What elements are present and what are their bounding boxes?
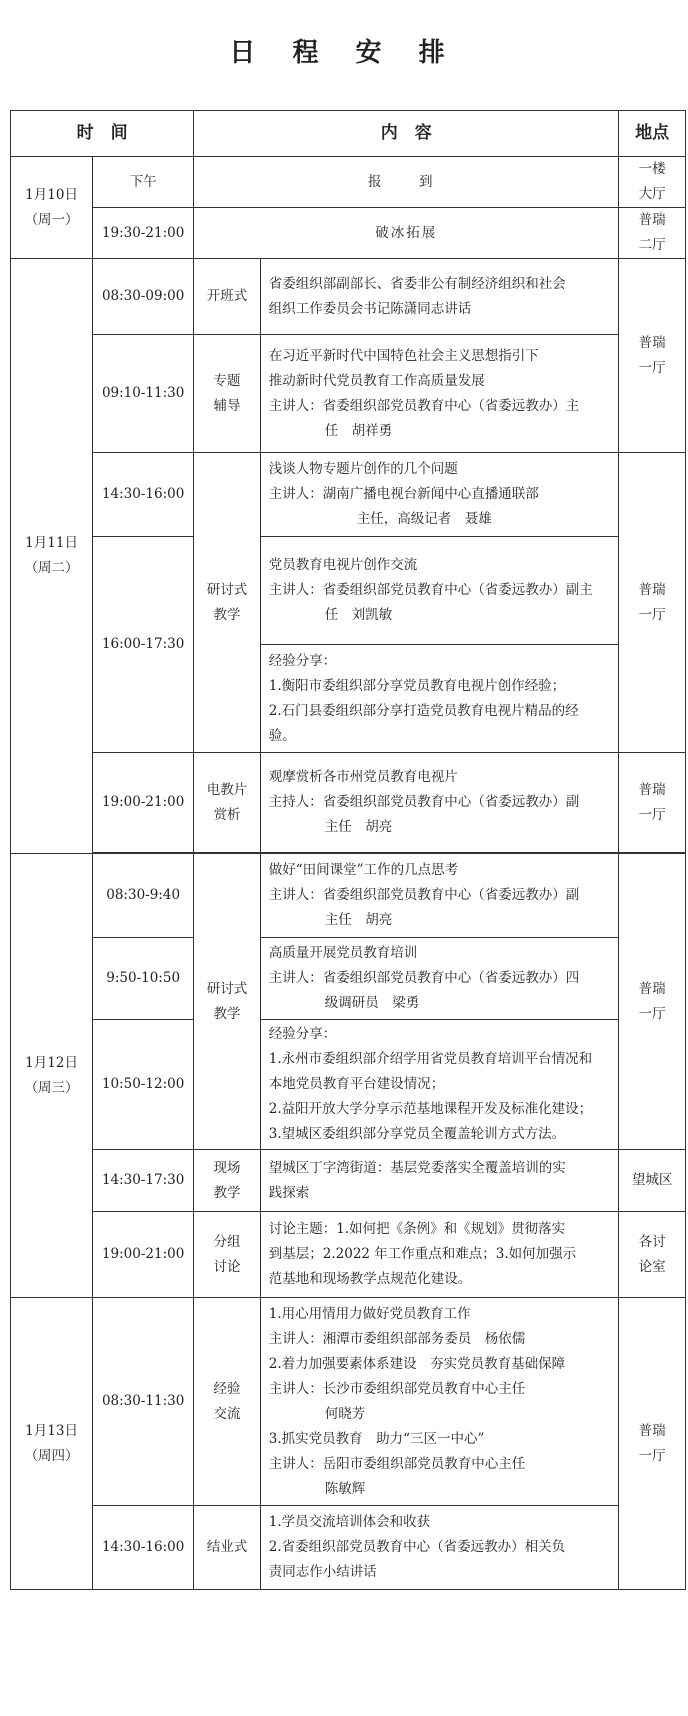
content-line: 省委组织部副部长、省委非公有制经济组织和社会 <box>268 275 566 292</box>
session-type-cell <box>194 1150 261 1212</box>
content-line: 主讲人：湘潭市委组织部部务委员 杨依儒 <box>268 1330 526 1347</box>
location-line: 一厅 <box>638 606 666 623</box>
header-location: 地点 <box>619 111 686 157</box>
table-row <box>11 1020 686 1150</box>
content-cell <box>260 259 619 335</box>
content-line: 验。 <box>268 727 296 744</box>
content-line: 3.抓实党员教育 助力“三区一中心” <box>268 1430 485 1447</box>
date-label: 1月13日 <box>25 1422 78 1439</box>
content-line: 2.省委组织部党员教育中心（省委远教办）相关负 <box>268 1539 566 1555</box>
weekday-label: （周一） <box>24 211 79 228</box>
header-row <box>11 111 686 157</box>
session-type-line: 教学 <box>213 606 241 623</box>
content-line: 高质量开展党员教育培训 <box>268 945 418 961</box>
time-cell: 10:50-12:00 <box>93 1020 194 1150</box>
location-line: 普瑞 <box>638 334 666 351</box>
date-label: 1月12日 <box>25 1054 78 1071</box>
location-cell <box>619 854 686 1150</box>
content-line: 到基层；2.2022 年工作重点和难点；3.如何加强示 <box>268 1246 577 1262</box>
time-cell: 14:30-17:30 <box>93 1150 194 1212</box>
table-row <box>11 854 686 938</box>
location-line: 普瑞 <box>638 781 666 798</box>
time-cell: 14:30-16:00 <box>93 1506 194 1590</box>
time-cell: 19:30-21:00 <box>93 208 194 259</box>
content-cell <box>260 645 619 753</box>
time-cell: 08:30-11:30 <box>93 1298 194 1506</box>
content-line: 2.石门县委组织部分享打造党员教育电视片精品的经 <box>268 702 579 719</box>
content-cell: 破冰拓展 <box>194 208 619 259</box>
session-type-line: 辅导 <box>213 397 241 414</box>
content-line: 主讲人：省委组织部党员教育中心（省委远教办）四 <box>268 970 580 986</box>
date-cell <box>11 854 93 1298</box>
session-type-line: 教学 <box>213 1005 241 1022</box>
table-row <box>11 1150 686 1212</box>
session-type-line: 分组 <box>213 1233 241 1250</box>
content-line: 主任 胡亮 <box>324 912 393 928</box>
time-cell: 19:00-21:00 <box>93 1212 194 1298</box>
session-type-line: 电教片 <box>206 781 248 798</box>
content-line: 1.永州市委组织部介绍学用省党员教育培训平台情况和 <box>268 1051 593 1067</box>
location-line: 各讨 <box>638 1233 666 1250</box>
weekday-label: （周三） <box>24 1079 79 1096</box>
content-cell <box>260 1506 619 1590</box>
table-row <box>11 208 686 259</box>
content-line: 主讲人：岳阳市委组织部党员教育中心主任 <box>268 1455 526 1472</box>
date-cell <box>11 1298 93 1590</box>
content-cell <box>260 938 619 1020</box>
content-line: 任 胡祥勇 <box>324 422 393 439</box>
date-cell <box>11 259 93 854</box>
session-type-line: 现场 <box>213 1159 241 1176</box>
table-row <box>11 1506 686 1590</box>
content-line: 主讲人：长沙市委组织部党员教育中心主任 <box>268 1380 526 1397</box>
session-type-cell <box>194 753 261 853</box>
content-line: 级调研员 梁勇 <box>324 995 420 1011</box>
session-type-line: 赏析 <box>213 806 241 823</box>
content-line: 在习近平新时代中国特色社会主义思想指引下 <box>268 347 539 364</box>
content-line: 浅谈人物专题片创作的几个问题 <box>268 461 458 477</box>
content-line: 主任 胡亮 <box>324 819 393 835</box>
page-title: 日 程 安 排 <box>229 38 459 68</box>
session-type-cell <box>194 453 261 753</box>
content-line: 践探索 <box>268 1184 310 1201</box>
session-type-line: 研讨式 <box>206 581 248 598</box>
date-label: 1月11日 <box>25 535 78 551</box>
content-line: 1.衡阳市委组织部分享党员教育电视片创作经验； <box>268 677 566 694</box>
time-cell: 14:30-16:00 <box>93 453 194 537</box>
content-cell <box>260 1150 619 1212</box>
location-line: 普瑞 <box>638 212 666 228</box>
content-line: 党员教育电视片创作交流 <box>268 557 418 573</box>
location-line: 一楼 <box>638 161 666 177</box>
session-type-cell <box>194 1212 261 1298</box>
table-row <box>11 335 686 453</box>
location-line: 一厅 <box>638 1005 666 1022</box>
table-row <box>11 938 686 1020</box>
content-line: 何晓芳 <box>324 1405 366 1422</box>
session-type-line: 讨论 <box>213 1258 241 1275</box>
content-line: 本地党员教育平台建设情况； <box>268 1076 445 1092</box>
content-line: 主讲人：省委组织部党员教育中心（省委远教办）主 <box>268 397 580 414</box>
content-line: 责同志作小结讲话 <box>268 1564 377 1580</box>
session-type-line: 教学 <box>213 1184 241 1201</box>
content-cell <box>260 335 619 453</box>
session-type-cell <box>194 335 261 453</box>
table-row <box>11 753 686 853</box>
content-line: 望城区丁字湾街道：基层党委落实全覆盖培训的实 <box>268 1159 566 1176</box>
time-cell: 19:00-21:00 <box>93 753 194 853</box>
content-cell <box>260 1298 619 1506</box>
table-row <box>11 1212 686 1298</box>
header-content: 内 容 <box>194 111 619 157</box>
table-row <box>11 259 686 335</box>
session-type-cell <box>194 1298 261 1506</box>
content-line: 主讲人：省委组织部党员教育中心（省委远教办）副 <box>268 887 580 903</box>
location-line: 普瑞 <box>638 980 666 997</box>
location-cell <box>619 259 686 453</box>
time-cell: 08:30-9:40 <box>93 854 194 938</box>
content-line: 2.着力加强要素体系建设 夯实党员教育基础保障 <box>268 1355 566 1372</box>
location-cell <box>619 753 686 853</box>
time-cell: 9:50-10:50 <box>93 938 194 1020</box>
date-label: 1月10日 <box>25 186 78 203</box>
content-cell <box>260 854 619 938</box>
location-cell <box>619 1298 686 1590</box>
location-cell <box>619 1212 686 1298</box>
time-cell: 16:00-17:30 <box>93 537 194 753</box>
session-type-cell <box>194 854 261 1150</box>
location-line: 二厅 <box>638 237 666 253</box>
location-line: 大厅 <box>638 186 666 202</box>
table-row <box>11 157 686 208</box>
table-row <box>11 537 686 645</box>
location-cell <box>619 453 686 753</box>
content-cell <box>260 1212 619 1298</box>
date-cell <box>11 157 93 259</box>
session-type-line: 研讨式 <box>206 980 248 997</box>
content-line: 范基地和现场教学点规范化建设。 <box>268 1271 472 1287</box>
content-line: 1.学员交流培训体会和收获 <box>268 1514 431 1530</box>
session-type-line: 交流 <box>213 1405 241 1422</box>
weekday-label: （周二） <box>24 560 79 576</box>
table-row <box>11 453 686 537</box>
location-line: 论室 <box>638 1258 666 1275</box>
time-cell: 08:30-09:00 <box>93 259 194 335</box>
content-cell <box>260 537 619 645</box>
content-line: 主讲人：湖南广播电视台新闻中心直播通联部 <box>268 486 539 502</box>
location-line: 普瑞 <box>638 1422 666 1439</box>
location-cell <box>619 157 686 208</box>
content-line: 做好“田间课堂”工作的几点思考 <box>268 862 459 878</box>
location-line: 普瑞 <box>638 581 666 598</box>
schedule-table <box>10 110 686 1590</box>
location-line: 一厅 <box>638 1447 666 1464</box>
content-line: 讨论主题：1.如何把《条例》和《规划》贯彻落实 <box>268 1221 566 1237</box>
content-cell <box>260 1020 619 1150</box>
content-line: 任 刘凯敏 <box>324 607 393 623</box>
content-line: 经验分享： <box>268 652 337 669</box>
content-line: 主讲人：省委组织部党员教育中心（省委远教办）副主 <box>268 582 593 598</box>
location-line: 一厅 <box>638 359 666 376</box>
location-cell: 望城区 <box>619 1150 686 1212</box>
session-type-cell: 开班式 <box>194 259 261 335</box>
session-type-line: 专题 <box>213 372 241 389</box>
content-cell <box>260 753 619 853</box>
content-line: 陈敏辉 <box>324 1480 366 1497</box>
session-type-cell: 结业式 <box>194 1506 261 1590</box>
content-line: 推动新时代党员教育工作高质量发展 <box>268 372 485 389</box>
location-line: 一厅 <box>638 806 666 823</box>
table-row <box>11 1298 686 1506</box>
weekday-label: （周四） <box>24 1447 79 1464</box>
session-type-line: 经验 <box>213 1380 241 1397</box>
content-line: 3.望城区委组织部分享党员全覆盖轮训方式方法。 <box>268 1126 566 1142</box>
content-line: 观摩赏析各市州党员教育电视片 <box>268 769 458 785</box>
content-cell <box>260 453 619 537</box>
time-cell: 09:10-11:30 <box>93 335 194 453</box>
location-cell <box>619 208 686 259</box>
content-cell: 报 到 <box>194 157 619 208</box>
content-line: 1.用心用情用力做好党员教育工作 <box>268 1305 471 1322</box>
time-cell: 下午 <box>93 157 194 208</box>
header-time: 时 间 <box>11 111 194 157</box>
content-line: 经验分享： <box>268 1026 337 1042</box>
content-line: 2.益阳开放大学分享示范基地课程开发及标准化建设； <box>268 1101 593 1117</box>
content-line: 主持人：省委组织部党员教育中心（省委远教办）副 <box>268 794 580 810</box>
content-line: 组织工作委员会书记陈潇同志讲话 <box>268 300 472 317</box>
content-line: 主任，高级记者 聂雄 <box>356 511 492 527</box>
